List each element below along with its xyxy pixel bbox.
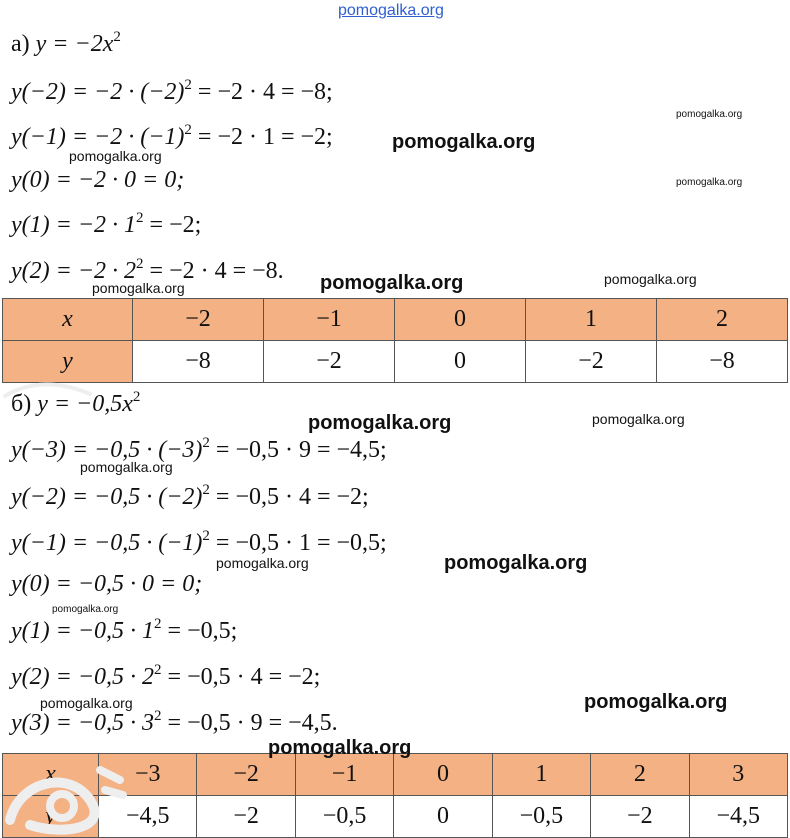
watermark-text: pomogalka.org (80, 459, 173, 475)
x-cell: 3 (689, 754, 787, 796)
exp: 2 (154, 662, 162, 678)
y-header-cell: y (3, 796, 99, 838)
result: = −2 · 4 = −8. (143, 258, 284, 284)
part-a-values-table (2, 298, 788, 383)
watermark-text: pomogalka.org (444, 552, 588, 574)
part-a-function-exp: 2 (113, 29, 121, 45)
table-row-x (3, 299, 788, 341)
x-cell: 1 (526, 299, 657, 341)
expr: y(0) = −0,5 · 0 = 0; (11, 571, 203, 597)
expr: y(−1) = −0,5 · (−1) (11, 530, 203, 556)
expr: y(−1) = −2 · (−1) (11, 124, 185, 150)
x-header-cell: x (3, 754, 99, 796)
x-cell: 2 (657, 299, 788, 341)
expr: y(−2) = −2 · (−2) (11, 79, 185, 105)
y-header-cell: y (3, 341, 133, 383)
part-b-line-5 (11, 617, 237, 645)
exp: 2 (154, 708, 162, 724)
result: = −2 · 1 = −2; (191, 124, 333, 150)
y-cell: 0 (395, 341, 526, 383)
y-cell: −0,5 (295, 796, 393, 838)
y-cell: −2 (197, 796, 295, 838)
x-cell: 0 (394, 754, 492, 796)
expr: y(1) = −0,5 · 1 (11, 618, 155, 644)
result: = −0,5 · 4 = −2; (209, 484, 369, 510)
exp: 2 (136, 256, 144, 272)
y-cell: −8 (657, 341, 788, 383)
x-header-cell: x (3, 299, 133, 341)
watermark-text: pomogalka.org (69, 148, 162, 164)
expr: y(3) = −0,5 · 3 (11, 710, 155, 736)
watermark-top[interactable]: pomogalka.org (338, 2, 444, 19)
part-a-line-4 (11, 211, 201, 239)
watermark-text: pomogalka.org (92, 280, 185, 296)
x-cell: 1 (492, 754, 590, 796)
watermark-text: pomogalka.org (268, 737, 412, 759)
x-cell: −1 (264, 299, 395, 341)
part-a-header (11, 30, 121, 58)
watermark-text: pomogalka.org (308, 412, 452, 434)
watermark-text: pomogalka.org (216, 555, 309, 571)
y-cell: −2 (264, 341, 395, 383)
result: = −0,5 · 9 = −4,5; (209, 437, 387, 463)
expr: y(2) = −2 · 2 (11, 258, 137, 284)
exp: 2 (136, 210, 144, 226)
y-cell: −4,5 (689, 796, 787, 838)
exp: 2 (184, 77, 192, 93)
expr: y(2) = −0,5 · 2 (11, 664, 155, 690)
part-a-line-2 (11, 123, 333, 151)
part-b-line-1 (11, 436, 387, 464)
expr: y(0) = −2 · 0 = 0; (11, 167, 185, 193)
result: = −0,5 · 4 = −2; (161, 664, 321, 690)
watermark-logo-icon (0, 740, 140, 837)
part-b-function: y = −0,5x (37, 391, 133, 417)
expr: y(−3) = −0,5 · (−3) (11, 437, 203, 463)
y-cell: −2 (591, 796, 689, 838)
part-b-function-exp: 2 (132, 389, 141, 405)
part-a-function: y = −2x (35, 31, 114, 57)
watermark-text: pomogalka.org (52, 604, 119, 615)
part-b-line-3 (11, 529, 387, 557)
result: = −2 · 4 = −8; (191, 79, 333, 105)
expr: y(−2) = −0,5 · (−2) (11, 484, 203, 510)
part-a-line-1 (11, 78, 333, 106)
x-cell: −2 (133, 299, 264, 341)
watermark-text: pomogalka.org (40, 695, 133, 711)
part-b-line-6 (11, 663, 320, 691)
watermark-text: pomogalka.org (320, 272, 464, 294)
result: = −0,5 · 1 = −0,5; (209, 530, 387, 556)
watermark-scribble-icon (0, 376, 130, 426)
watermark-text: pomogalka.org (676, 177, 743, 188)
watermark-text: pomogalka.org (604, 271, 697, 287)
y-cell: −0,5 (492, 796, 590, 838)
x-cell: −3 (99, 754, 197, 796)
part-a-line-3 (11, 166, 184, 194)
x-cell: −1 (295, 754, 393, 796)
part-b-line-7 (11, 709, 338, 737)
part-a-label: а) (11, 31, 30, 57)
result: = −0,5 · 9 = −4,5. (161, 710, 338, 736)
result: = −0,5; (161, 618, 238, 644)
watermark-text: pomogalka.org (584, 691, 728, 713)
exp: 2 (154, 616, 162, 632)
exp: 2 (202, 435, 210, 451)
result: = −2; (143, 212, 202, 238)
y-cell: 0 (394, 796, 492, 838)
exp: 2 (202, 482, 210, 498)
expr: y(1) = −2 · 1 (11, 212, 137, 238)
watermark-text: pomogalka.org (592, 411, 685, 427)
x-cell: 2 (591, 754, 689, 796)
part-b-line-2 (11, 483, 369, 511)
x-cell: −2 (197, 754, 295, 796)
exp: 2 (184, 122, 192, 138)
watermark-text: pomogalka.org (676, 109, 743, 120)
watermark-text: pomogalka.org (392, 131, 536, 153)
part-b-line-4 (11, 570, 202, 598)
exp: 2 (202, 528, 210, 544)
x-cell: 0 (395, 299, 526, 341)
y-cell: −2 (526, 341, 657, 383)
y-cell: −8 (133, 341, 264, 383)
part-b-label: б) (11, 391, 32, 417)
y-cell: −4,5 (99, 796, 197, 838)
